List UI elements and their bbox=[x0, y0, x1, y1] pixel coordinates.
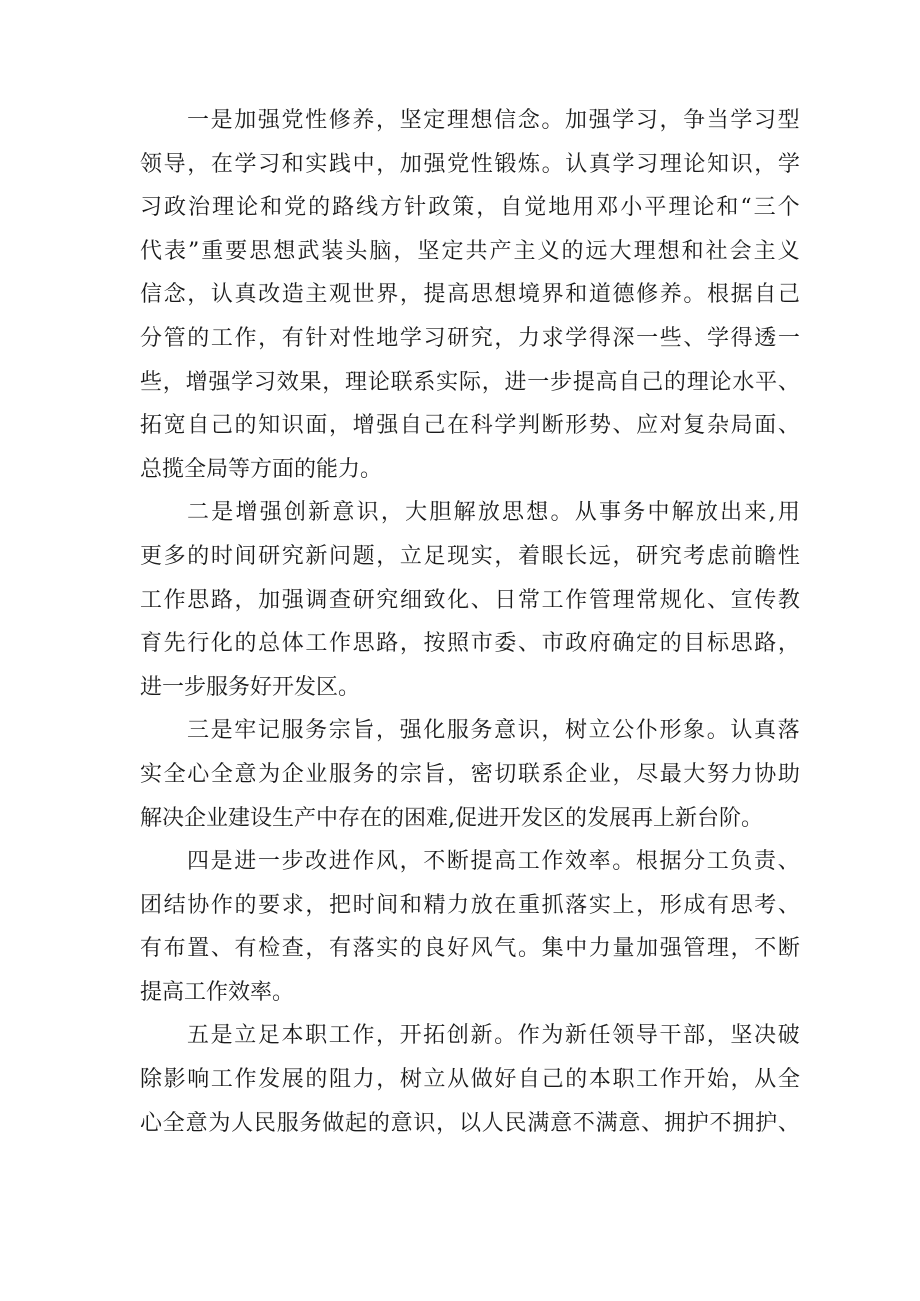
text-line: 团 结 协 作 的 要 求 ， 把 时 间 和 精 力 放 在 重 抓 落 实 上 ， 形 成 有 思 考 、 bbox=[140, 892, 800, 918]
text-line: 工 作 思 路 ， 加 强 调 查 研 究 细 致 化 、 日 常 工 作 管 理 常 规 化 、 宣 传 教 bbox=[140, 587, 800, 613]
text-line: 更 多 的 时 间 研 究 新 问 题 ， 立 足 现 实 ， 着 眼 长 远 ， 研 究 考 虑 前 瞻 性 bbox=[140, 543, 800, 569]
text-line: 除 影 响 工 作 发 展 的 阻 力 ， 树 立 从 做 好 自 己 的 本 职 工 作 开 始 ， 从 全 bbox=[140, 1067, 800, 1093]
text-line: 习 政 治 理 论 和 党 的 路 线 方 针 政 策 ， 自 觉 地 用 邓 小 平 理 论 和 “ 三 个 bbox=[140, 195, 800, 221]
text-line: 四 是 进 一 步 改 进 作 风 ， 不 断 提 高 工 作 效 率 。 根 据 分 工 负 责 、 bbox=[187, 849, 800, 875]
text-line: 解决企业建设生产中存在的困难,促进开发区的发展再上新台阶。 bbox=[140, 805, 763, 831]
text-line: 三 是 牢 记 服 务 宗 旨 ， 强 化 服 务 意 识 ， 树 立 公 仆 形 象 。 认 真 落 bbox=[187, 718, 800, 744]
text-line: 心 全 意 为 人 民 服 务 做 起 的 意 识 ， 以 人 民 满 意 不 满 意 、 拥 护 不 拥 护 、 bbox=[140, 1110, 800, 1136]
text-line: 有 布 置 、 有 检 查 ， 有 落 实 的 良 好 风 气 。 集 中 力 量 加 强 管 理 ， 不 断 bbox=[140, 936, 800, 962]
text-line: 信 念 ， 认 真 改 造 主 观 世 界 ， 提 高 思 想 境 界 和 道 德 修 养 。 根 据 自 己 bbox=[140, 282, 800, 308]
text-line: 代 表 ” 重 要 思 想 武 装 头 脑 ， 坚 定 共 产 主 义 的 远 大 理 想 和 社 会 主 义 bbox=[140, 238, 800, 264]
text-line: 分 管 的 工 作 ， 有 针 对 性 地 学 习 研 究 ， 力 求 学 得 深 一 些 、 学 得 透 一 bbox=[140, 325, 800, 351]
text-line: 领 导 ， 在 学 习 和 实 践 中 ， 加 强 党 性 锻 炼 。 认 真 学 习 理 论 知 识 ， 学 bbox=[140, 151, 800, 177]
text-line: 些 ， 增 强 学 习 效 果 ， 理 论 联 系 实 际 ， 进 一 步 提 高 自 己 的 理 论 水 平 、 bbox=[140, 369, 800, 395]
text-line: 实 全 心 全 意 为 企 业 服 务 的 宗 旨 ， 密 切 联 系 企 业 ， 尽 最 大 努 力 协 助 bbox=[140, 761, 800, 787]
text-line: 进一步服务好开发区。 bbox=[140, 674, 361, 700]
text-line: 提高工作效率。 bbox=[140, 979, 295, 1005]
text-line: 总揽全局等方面的能力。 bbox=[140, 456, 383, 482]
text-line: 一 是 加 强 党 性 修 养 ， 坚 定 理 想 信 念 。 加 强 学 习 ， 争 当 学 习 型 bbox=[187, 108, 800, 133]
text-line: 二 是 增 强 创 新 意 识 ， 大 胆 解 放 思 想 。 从 事 务 中 解 放 出 来 , 用 bbox=[187, 500, 800, 526]
text-line: 拓 宽 自 己 的 知 识 面 ， 增 强 自 己 在 科 学 判 断 形 势 、 应 对 复 杂 局 面 、 bbox=[140, 413, 800, 439]
document-body bbox=[140, 99, 800, 1145]
text-line: 育 先 行 化 的 总 体 工 作 思 路 ， 按 照 市 委 、 市 政 府 确 定 的 目 标 思 路 ， bbox=[140, 631, 800, 657]
text-line: 五 是 立 足 本 职 工 作 ， 开 拓 创 新 。 作 为 新 任 领 导 干 部 ， 坚 决 破 bbox=[187, 1023, 800, 1049]
